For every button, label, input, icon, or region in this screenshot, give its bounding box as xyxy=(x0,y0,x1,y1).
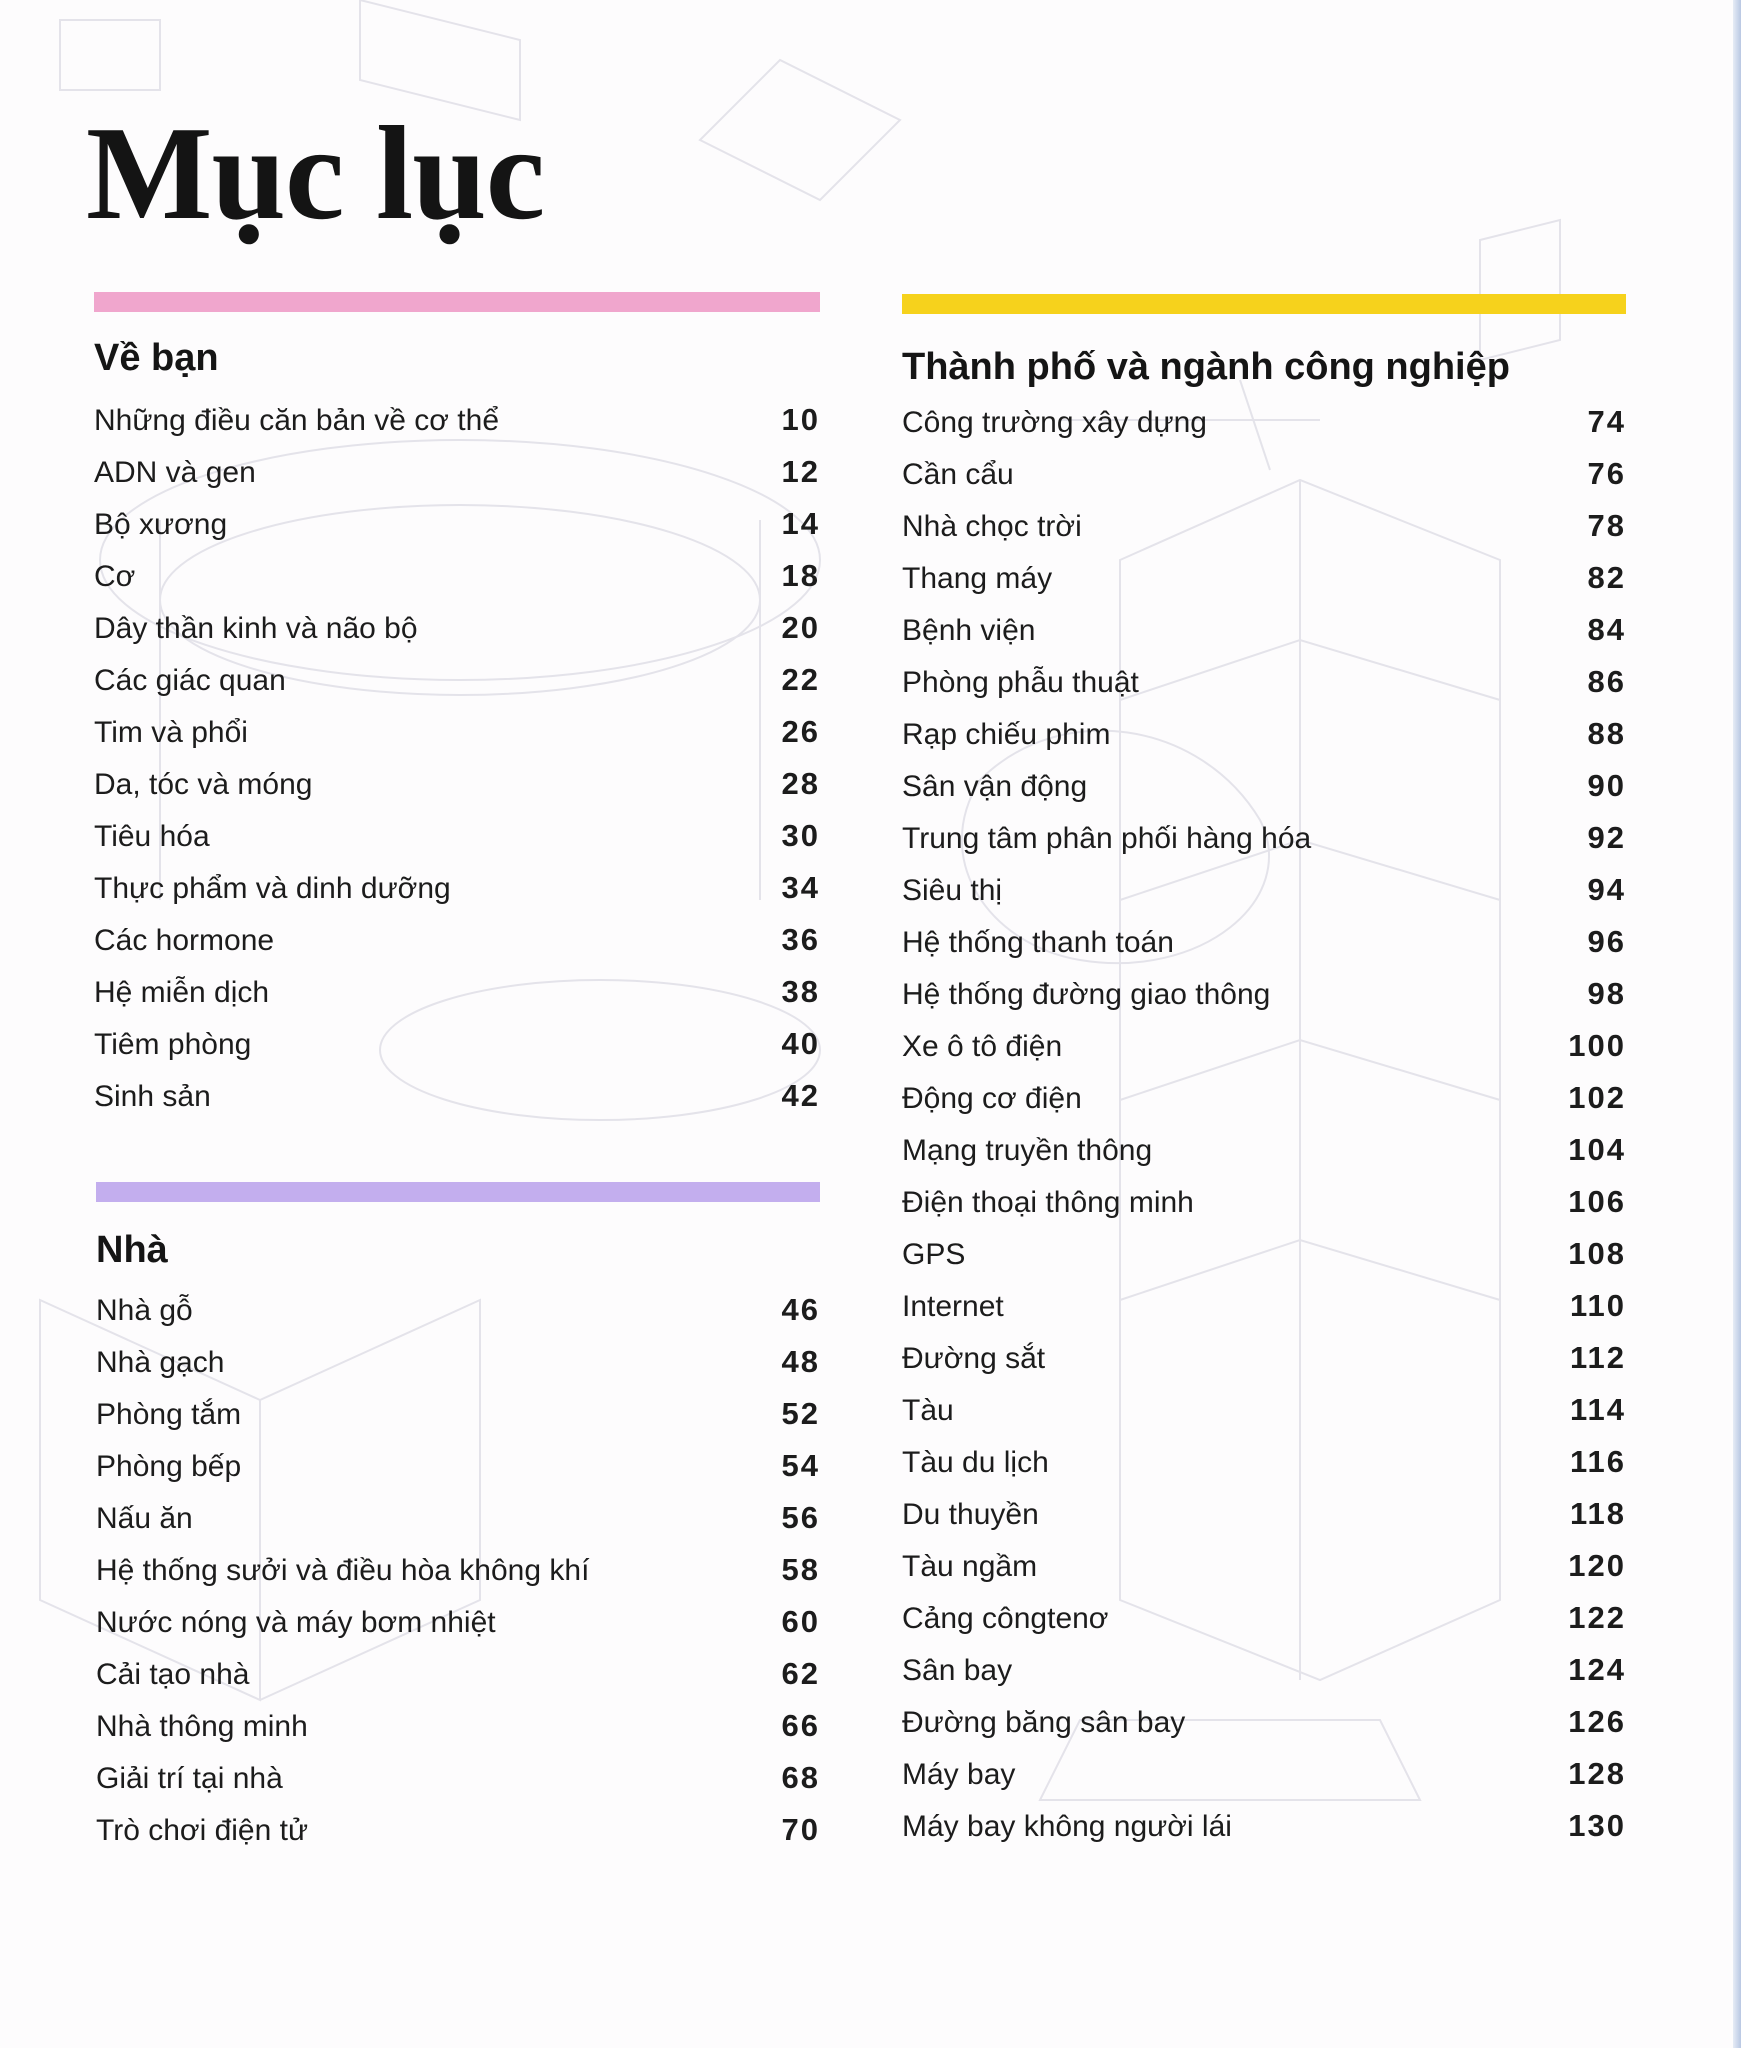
entry-title: Đường sắt xyxy=(902,1342,1046,1375)
entry-title: Trò chơi điện tử xyxy=(96,1814,309,1847)
entry-title: Da, tóc và móng xyxy=(94,768,313,801)
entry-page-number: 58 xyxy=(781,1552,820,1587)
toc-entry[interactable] xyxy=(902,968,1626,1020)
toc-entry[interactable] xyxy=(94,706,820,758)
entry-title: Những điều căn bản về cơ thể xyxy=(94,404,500,437)
section-ve-ban xyxy=(94,292,820,1122)
entry-page-number: 78 xyxy=(1587,508,1626,543)
entry-title: GPS xyxy=(902,1238,966,1271)
toc-entry[interactable] xyxy=(902,1072,1626,1124)
toc-entry[interactable] xyxy=(902,708,1626,760)
toc-entry[interactable] xyxy=(902,396,1626,448)
entry-page-number: 28 xyxy=(781,766,820,801)
entry-page-number: 122 xyxy=(1568,1600,1626,1635)
section-color-bar xyxy=(96,1182,820,1202)
entry-page-number: 112 xyxy=(1569,1340,1626,1375)
toc-entry[interactable] xyxy=(94,498,820,550)
section-color-bar xyxy=(94,292,820,312)
entry-title: Cơ xyxy=(94,560,136,593)
entry-page-number: 130 xyxy=(1568,1808,1626,1843)
toc-entry[interactable] xyxy=(902,1228,1626,1280)
toc-entry[interactable] xyxy=(94,654,820,706)
toc-entry[interactable] xyxy=(902,604,1626,656)
entry-title: Đường băng sân bay xyxy=(902,1706,1186,1739)
toc-entry[interactable] xyxy=(94,394,820,446)
entry-page-number: 26 xyxy=(781,714,820,749)
section-heading: Thành phố và ngành công nghiệp xyxy=(902,346,1510,388)
toc-entry[interactable] xyxy=(94,446,820,498)
entry-page-number: 116 xyxy=(1569,1444,1626,1479)
entry-page-number: 14 xyxy=(781,506,820,541)
entry-list xyxy=(94,394,820,1122)
entry-page-number: 90 xyxy=(1587,768,1626,803)
entry-page-number: 92 xyxy=(1587,820,1626,855)
toc-entry[interactable] xyxy=(96,1544,820,1596)
entry-title: Nhà gỗ xyxy=(96,1294,193,1327)
entry-page-number: 42 xyxy=(781,1078,820,1113)
entry-title: Tàu du lịch xyxy=(902,1446,1049,1479)
section-nha xyxy=(96,1182,820,1856)
toc-entry[interactable] xyxy=(94,602,820,654)
toc-entry[interactable] xyxy=(94,550,820,602)
entry-title: Máy bay không người lái xyxy=(902,1810,1232,1843)
entry-page-number: 108 xyxy=(1568,1236,1626,1271)
entry-page-number: 74 xyxy=(1587,404,1626,439)
toc-entry[interactable] xyxy=(902,1124,1626,1176)
toc-entry[interactable] xyxy=(96,1648,820,1700)
entry-title: Du thuyền xyxy=(902,1498,1039,1531)
entry-page-number: 118 xyxy=(1569,1496,1626,1531)
section-thanh-pho xyxy=(902,294,1626,1852)
entry-page-number: 34 xyxy=(781,870,820,905)
toc-entry[interactable] xyxy=(96,1804,820,1856)
entry-page-number: 128 xyxy=(1568,1756,1626,1791)
toc-entry[interactable] xyxy=(902,1800,1626,1852)
entry-page-number: 10 xyxy=(781,402,820,437)
entry-page-number: 18 xyxy=(781,558,820,593)
entry-list xyxy=(902,396,1626,1852)
toc-entry[interactable] xyxy=(902,1696,1626,1748)
entry-title: Động cơ điện xyxy=(902,1082,1082,1115)
entry-title: Nhà thông minh xyxy=(96,1710,308,1743)
entry-title: Hệ thống đường giao thông xyxy=(902,978,1271,1011)
toc-entry[interactable] xyxy=(96,1284,820,1336)
toc-entry[interactable] xyxy=(902,1280,1626,1332)
toc-entry[interactable] xyxy=(96,1752,820,1804)
toc-entry[interactable] xyxy=(96,1336,820,1388)
entry-title: Cần cẩu xyxy=(902,458,1014,491)
entry-title: Nấu ăn xyxy=(96,1502,193,1535)
toc-entry[interactable] xyxy=(902,760,1626,812)
entry-page-number: 86 xyxy=(1587,664,1626,699)
entry-title: Tàu xyxy=(902,1394,954,1427)
entry-title: Trung tâm phân phối hàng hóa xyxy=(902,822,1312,855)
entry-title: Sinh sản xyxy=(94,1080,211,1113)
toc-entry[interactable] xyxy=(96,1596,820,1648)
entry-title: Hệ thống thanh toán xyxy=(902,926,1174,959)
toc-entry[interactable] xyxy=(94,862,820,914)
entry-title: Máy bay xyxy=(902,1758,1016,1791)
toc-entry[interactable] xyxy=(94,1070,820,1122)
entry-page-number: 126 xyxy=(1568,1704,1626,1739)
toc-entry[interactable] xyxy=(902,916,1626,968)
toc-entry[interactable] xyxy=(94,758,820,810)
toc-entry[interactable] xyxy=(94,1018,820,1070)
entry-page-number: 22 xyxy=(781,662,820,697)
entry-title: Sân bay xyxy=(902,1654,1013,1687)
toc-entry[interactable] xyxy=(96,1492,820,1544)
toc-entry[interactable] xyxy=(94,914,820,966)
entry-title: Xe ô tô điện xyxy=(902,1030,1063,1063)
entry-title: Bệnh viện xyxy=(902,614,1036,647)
toc-entry[interactable] xyxy=(902,448,1626,500)
entry-title: Phòng bếp xyxy=(96,1450,242,1483)
entry-page-number: 82 xyxy=(1587,560,1626,595)
entry-page-number: 12 xyxy=(781,454,820,489)
toc-entry[interactable] xyxy=(902,1592,1626,1644)
entry-page-number: 36 xyxy=(781,922,820,957)
toc-entry[interactable] xyxy=(94,810,820,862)
entry-title: Nhà gạch xyxy=(96,1346,225,1379)
entry-title: Tim và phổi xyxy=(94,716,248,749)
entry-title: Hệ miễn dịch xyxy=(94,976,270,1009)
toc-entry[interactable] xyxy=(902,552,1626,604)
entry-page-number: 110 xyxy=(1569,1288,1626,1323)
entry-page-number: 48 xyxy=(781,1344,820,1379)
entry-page-number: 98 xyxy=(1587,976,1626,1011)
entry-page-number: 46 xyxy=(781,1292,820,1327)
toc-entry[interactable] xyxy=(902,1332,1626,1384)
entry-title: Nhà chọc trời xyxy=(902,510,1082,543)
entry-title: Nước nóng và máy bơm nhiệt xyxy=(96,1606,496,1639)
entry-title: Điện thoại thông minh xyxy=(902,1186,1194,1219)
entry-page-number: 76 xyxy=(1587,456,1626,491)
entry-page-number: 68 xyxy=(781,1760,820,1795)
entry-title: Phòng phẫu thuật xyxy=(902,666,1139,699)
entry-page-number: 38 xyxy=(781,974,820,1009)
entry-title: Các giác quan xyxy=(94,664,286,697)
toc-entry[interactable] xyxy=(902,1176,1626,1228)
entry-page-number: 124 xyxy=(1568,1652,1626,1687)
toc-entry[interactable] xyxy=(902,1748,1626,1800)
entry-title: Công trường xây dựng xyxy=(902,406,1207,439)
entry-title: Tiêm phòng xyxy=(94,1028,252,1061)
toc-entry[interactable] xyxy=(902,864,1626,916)
toc-entry[interactable] xyxy=(902,1020,1626,1072)
entry-page-number: 52 xyxy=(781,1396,820,1431)
entry-title: Internet xyxy=(902,1290,1004,1323)
entry-title: Tiêu hóa xyxy=(94,820,210,853)
entry-title: Cải tạo nhà xyxy=(96,1658,250,1691)
entry-page-number: 70 xyxy=(781,1812,820,1847)
entry-title: Phòng tắm xyxy=(96,1398,242,1431)
entry-page-number: 66 xyxy=(781,1708,820,1743)
entry-title: Tàu ngầm xyxy=(902,1550,1038,1583)
entry-title: Hệ thống sưởi và điều hòa không khí xyxy=(96,1554,590,1587)
entry-page-number: 56 xyxy=(781,1500,820,1535)
entry-title: Dây thần kinh và não bộ xyxy=(94,612,418,645)
toc-entry[interactable] xyxy=(902,1384,1626,1436)
toc-entry[interactable] xyxy=(902,500,1626,552)
entry-title: Mạng truyền thông xyxy=(902,1134,1153,1167)
entry-page-number: 30 xyxy=(781,818,820,853)
page-edge xyxy=(1733,0,1741,2048)
entry-page-number: 88 xyxy=(1587,716,1626,751)
entry-page-number: 100 xyxy=(1568,1028,1626,1063)
section-heading: Về bạn xyxy=(94,337,219,379)
toc-entry[interactable] xyxy=(94,966,820,1018)
entry-page-number: 120 xyxy=(1568,1548,1626,1583)
entry-page-number: 62 xyxy=(781,1656,820,1691)
entry-page-number: 84 xyxy=(1587,612,1626,647)
entry-page-number: 20 xyxy=(781,610,820,645)
toc-entry[interactable] xyxy=(902,1540,1626,1592)
entry-page-number: 102 xyxy=(1568,1080,1626,1115)
toc-entry[interactable] xyxy=(96,1388,820,1440)
page-title: Mục lục xyxy=(86,99,545,247)
entry-title: ADN và gen xyxy=(94,456,256,489)
entry-page-number: 104 xyxy=(1568,1132,1626,1167)
toc-entry[interactable] xyxy=(902,656,1626,708)
entry-title: Các hormone xyxy=(94,924,275,957)
entry-page-number: 114 xyxy=(1569,1392,1626,1427)
toc-entry[interactable] xyxy=(902,812,1626,864)
entry-title: Cảng côngtenơ xyxy=(902,1602,1109,1635)
toc-entry[interactable] xyxy=(902,1488,1626,1540)
entry-title: Rạp chiếu phim xyxy=(902,718,1111,751)
section-heading: Nhà xyxy=(96,1229,168,1271)
toc-entry[interactable] xyxy=(902,1644,1626,1696)
entry-page-number: 54 xyxy=(781,1448,820,1483)
entry-title: Giải trí tại nhà xyxy=(96,1762,283,1795)
entry-page-number: 60 xyxy=(781,1604,820,1639)
entry-page-number: 40 xyxy=(781,1026,820,1061)
entry-title: Sân vận động xyxy=(902,770,1088,803)
entry-title: Thực phẩm và dinh dưỡng xyxy=(94,872,451,905)
entry-page-number: 96 xyxy=(1587,924,1626,959)
entry-page-number: 94 xyxy=(1587,872,1626,907)
entry-list xyxy=(96,1284,820,1856)
entry-page-number: 106 xyxy=(1568,1184,1626,1219)
entry-title: Siêu thị xyxy=(902,874,1003,907)
toc-entry[interactable] xyxy=(902,1436,1626,1488)
entry-title: Thang máy xyxy=(902,562,1053,595)
toc-entry[interactable] xyxy=(96,1440,820,1492)
entry-title: Bộ xương xyxy=(94,508,228,541)
section-color-bar xyxy=(902,294,1626,314)
toc-entry[interactable] xyxy=(96,1700,820,1752)
